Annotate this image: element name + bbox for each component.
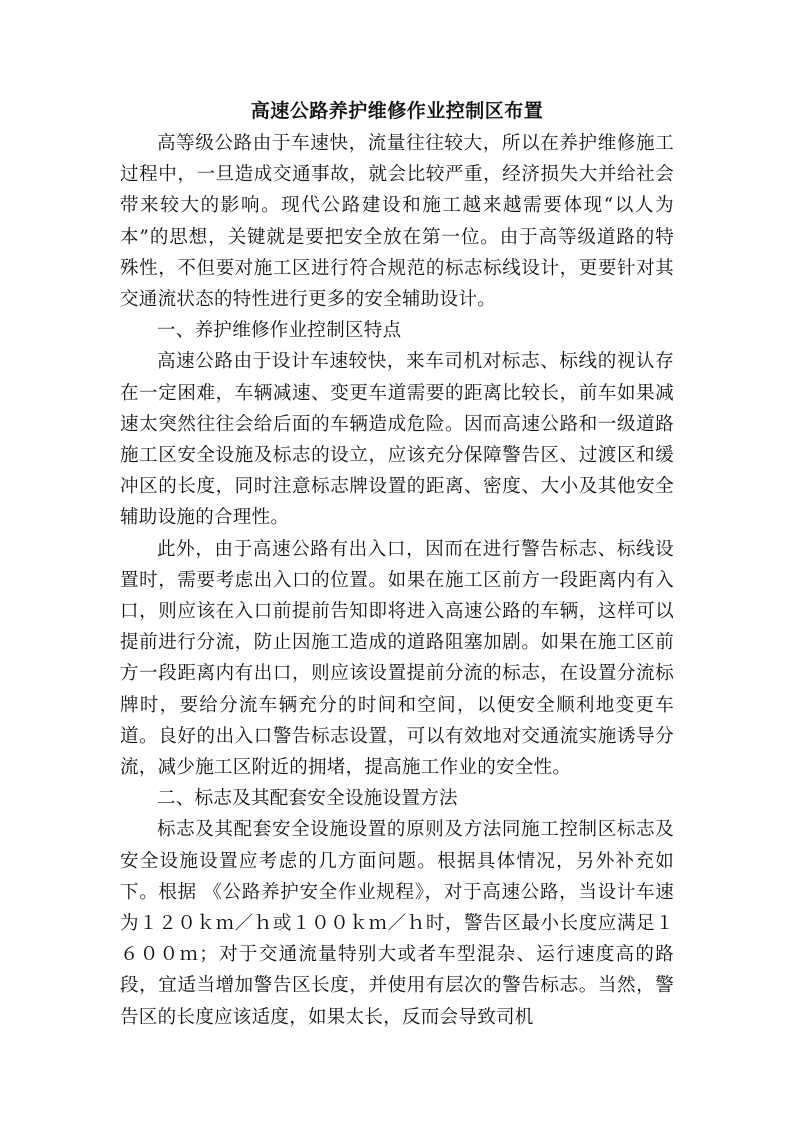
section-heading-2: 二、标志及其配套安全设施设置方法 <box>157 788 458 810</box>
paragraph-section1-b: 此外，由于高速公路有出入口，因而在进行警告标志、标线设置时，需要考虑出入口的位置。如果在施工区前方一段距离内有入口，则应该在入口前提前告知即将进入高速公路的车辆，这样可以提前进行分流，防止因施工造成的道路阻塞加剧。如果在施工区前方一段距离内有出口，则应该设置提前分流的标志，在设置分流标牌时，要给分流车辆充分的时间和空间，以便安全顺利地变更车道。良好的出入口警告标志设置，可以有效地对交通流实施诱导分流，减少施工区附近的拥堵，提高施工作业的安全性。 <box>120 538 674 779</box>
paragraph-intro: 高等级公路由于车速快，流量往往较大，所以在养护维修施工过程中，一旦造成交通事故，就会比较严重，经济损失大并给社会带来较大的影响。现代公路建设和施工越来越需要体现“以人为本”的思想，关键就是要把安全放在第一位。由于高等级道路的特殊性，不但要对施工区进行符合规范的标志标线设计，更要针对其交通流状态的特性进行更多的安全辅助设计。 <box>120 133 674 311</box>
paragraph-section1-a: 高速公路由于设计车速较快，来车司机对标志、标线的视认存在一定困难，车辆减速、变更车道需要的距离比较长，前车如果减速太突然往往会给后面的车辆造成危险。因而高速公路和一级道路施工区安全设施及标志的设立，应该充分保障警告区、过渡区和缓冲区的长度，同时注意标志牌设置的距离、密度、大小及其他安全辅助设施的合理性。 <box>120 351 674 529</box>
paragraph-section2: 标志及其配套安全设施设置的原则及方法同施工控制区标志及安全设施设置应考虑的几方面问题。根据具体情况，另外补充如下。根据 《公路养护安全作业规程》，对于高速公路，当设计车速为１２０ｋｍ／ｈ或１００ｋｍ／ｈ时，警告区最小长度应满足１６００ｍ；对于交通流量特别大或者车型混杂、运行速度高的路段，宜适当增加警告区长度，并使用有层次的警告标志。当然，警告区的长度应该适度，如果太长，反而会导致司机 <box>120 819 674 1028</box>
section-heading-1: 一、养护维修作业控制区特点 <box>157 320 402 342</box>
document-title: 高速公路养护维修作业控制区布置 <box>250 100 544 122</box>
document-page <box>120 96 674 1033</box>
